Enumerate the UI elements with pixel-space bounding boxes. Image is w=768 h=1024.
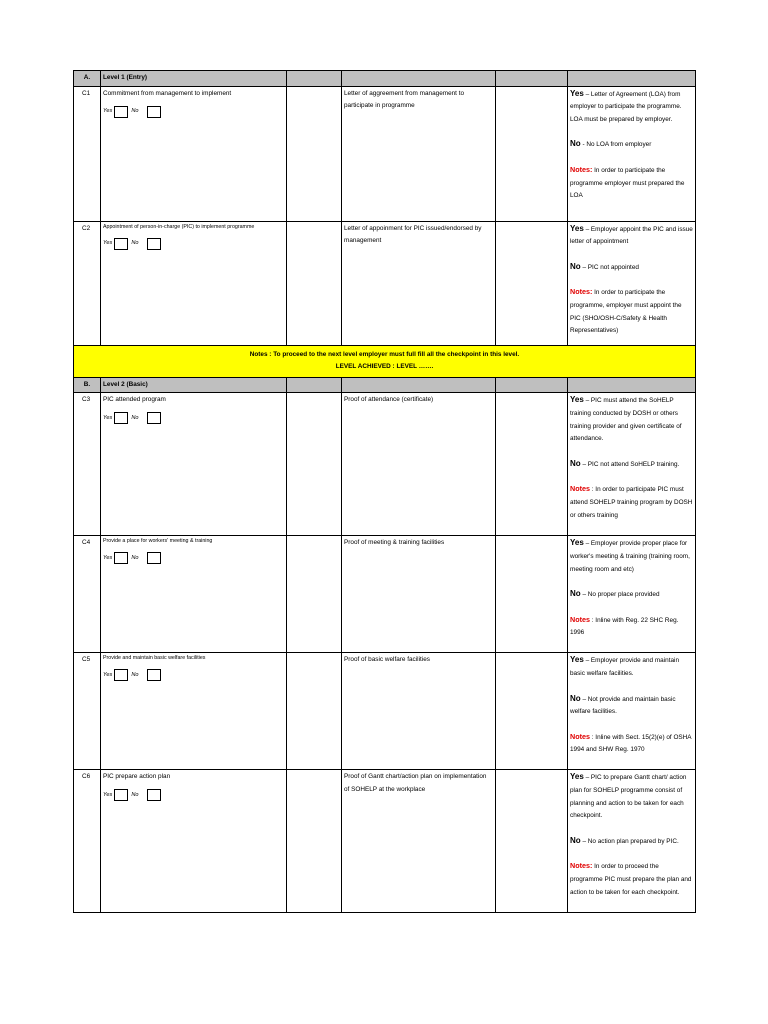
notes-key: Notes [570,731,590,741]
section-header-level-1 [74,71,696,87]
yes-description: – Employer appoint the PIC and issue letter of appointment [570,225,693,246]
no-description: – PIC not appointed [580,263,639,271]
notes-banner-line1: Notes : To proceed to the next level employer must full fill all the checkpoint in this level. [249,350,520,358]
evidence-text: Letter of aggreement from management to participate in programme [342,86,496,221]
no-label: No [131,792,139,799]
section-letter: B. [74,377,101,393]
yes-no-choice [103,669,284,682]
notes-banner [74,345,696,377]
checkpoint-code: C1 [74,86,101,221]
no-checkbox[interactable] [147,669,161,681]
notes-key: Notes: [570,164,593,174]
no-description: – Not provide and maintain basic welfare facilities. [570,695,676,716]
no-checkbox[interactable] [147,238,161,250]
no-checkbox[interactable] [147,552,161,564]
notes-description: : Inline with Reg. 22 SHC Reg. 1996 [570,616,679,637]
evidence-text: Proof of meeting & training facilities [342,536,496,653]
table-row [74,393,696,536]
yes-description: – Employer provide and maintain basic welfare facilities. [570,657,679,677]
section-letter: A. [74,71,101,87]
blank-cell [496,393,568,536]
notes-description: : Inline with Sect. 15(2)(e) of OSHA 1994 and SHW Reg. 1970 [570,733,692,754]
item-text: Provide a place for workers' meeting & training [103,538,213,545]
table-row [74,770,696,913]
yes-checkbox[interactable] [114,238,128,250]
table-row [74,536,696,653]
yes-key: Yes [570,223,584,233]
yes-no-choice [103,789,284,802]
yes-label: Yes [103,108,113,115]
no-key: No [570,693,581,703]
checklist-table [73,70,696,913]
table-row [74,653,696,770]
no-key: No [570,589,581,599]
level-achieved-line: LEVEL ACHIEVED : LEVEL ……. [335,363,434,371]
blank-cell [496,653,568,770]
checkpoint-code: C3 [74,393,101,536]
checkpoint-item [101,86,287,221]
criteria-cell [568,393,696,536]
yes-label: Yes [103,672,113,679]
notes-key: Notes [570,614,590,624]
yes-key: Yes [570,88,584,98]
notes-description: In order to participate the programme, employer must appoint the PIC (SHO/OSH-C/Safety & Health Representatives) [570,289,682,335]
checkpoint-code: C5 [74,653,101,770]
notes-banner-row [74,345,696,377]
yes-label: Yes [103,792,113,799]
blank-cell [496,770,568,913]
table-row [74,86,696,221]
blank-cell [287,221,342,345]
yes-key: Yes [570,655,584,665]
yes-no-choice [103,105,284,118]
blank-cell [287,86,342,221]
notes-description: In order to participate the programme employer must prepared the LOA [570,166,685,200]
blank-cell [287,393,342,536]
yes-label: Yes [103,240,113,247]
section-title: Level 2 (Basic) [101,377,287,393]
yes-checkbox[interactable] [114,106,128,118]
checkpoint-code: C4 [74,536,101,653]
yes-checkbox[interactable] [114,669,128,681]
notes-key: Notes [570,484,590,494]
blank-cell [496,536,568,653]
yes-key: Yes [570,538,584,548]
no-key: No [570,139,581,149]
blank-cell [496,86,568,221]
no-key: No [570,458,581,468]
no-description: – No proper place provided [580,591,660,599]
item-text: Commitment from management to implement [103,89,232,97]
yes-no-choice [103,552,284,565]
section-header-level-2 [74,377,696,393]
no-key: No [570,835,581,845]
notes-key: Notes: [570,287,593,297]
no-label: No [131,415,139,422]
yes-label: Yes [103,415,113,422]
checkpoint-item [101,536,287,653]
criteria-cell [568,653,696,770]
notes-key: Notes: [570,861,593,871]
no-label: No [131,555,139,562]
table-row [74,221,696,345]
blank-cell [287,653,342,770]
criteria-cell [568,86,696,221]
item-text: Appointment of person-in-charge (PIC) to implement programme [103,223,255,230]
item-text: PIC attended program [103,396,166,404]
evidence-text: Proof of attendance (certificate) [342,393,496,536]
yes-key: Yes [570,395,584,405]
no-label: No [131,240,139,247]
checkpoint-code: C6 [74,770,101,913]
yes-description: – Letter of Agreement (LOA) from employer to participate the programme. LOA must be prepared by employer. [570,90,682,123]
no-description: – PIC not attend SoHELP training. [580,460,680,468]
criteria-cell [568,221,696,345]
checkpoint-item [101,653,287,770]
no-checkbox[interactable] [147,412,161,424]
checkpoint-item [101,221,287,345]
checkpoint-item [101,770,287,913]
yes-label: Yes [103,555,113,562]
checkpoint-item [101,393,287,536]
no-label: No [131,672,139,679]
blank-cell [496,221,568,345]
yes-key: Yes [570,772,584,782]
criteria-cell [568,770,696,913]
evidence-text: Letter of appoinment for PIC issued/endorsed by management [342,221,496,345]
yes-checkbox[interactable] [114,552,128,564]
item-text: PIC prepare action plan [103,773,171,781]
yes-no-choice [103,412,284,425]
no-key: No [570,261,581,271]
item-text: Provide and maintain basic welfare facilities [103,655,206,662]
yes-description: – Employer provide proper place for worker's meeting & training (training room, meeting room and etc) [570,540,690,573]
yes-checkbox[interactable] [114,789,128,801]
notes-description: In order to proceed the programme PIC must prepare the plan and action to be taken for each checkpoint. [570,863,692,896]
yes-description: – PIC to prepare Gantt chart/ action plan for SOHELP programme consist of planning and action to be taken for each checkpoint. [570,774,687,820]
section-title: Level 1 (Entry) [101,71,287,87]
notes-description: : In order to participate PIC must attend SOHELP training program by DOSH or others training [570,486,693,519]
blank-cell [287,536,342,653]
blank-cell [287,770,342,913]
no-description: – No action plan prepared by PIC. [580,837,679,845]
criteria-cell [568,536,696,653]
no-label: No [131,108,139,115]
checkpoint-code: C2 [74,221,101,345]
evidence-text: Proof of basic welfare facilities [342,653,496,770]
yes-checkbox[interactable] [114,412,128,424]
yes-no-choice [103,237,284,250]
no-checkbox[interactable] [147,789,161,801]
no-checkbox[interactable] [147,106,161,118]
yes-description: – PIC must attend the SoHELP training conducted by DOSH or others training provider and given certificate of attendance. [570,397,682,443]
no-description: - No LOA from employer [580,141,652,149]
evidence-text: Proof of Gantt chart/action plan on implementation of SOHELP at the workplace [342,770,496,913]
